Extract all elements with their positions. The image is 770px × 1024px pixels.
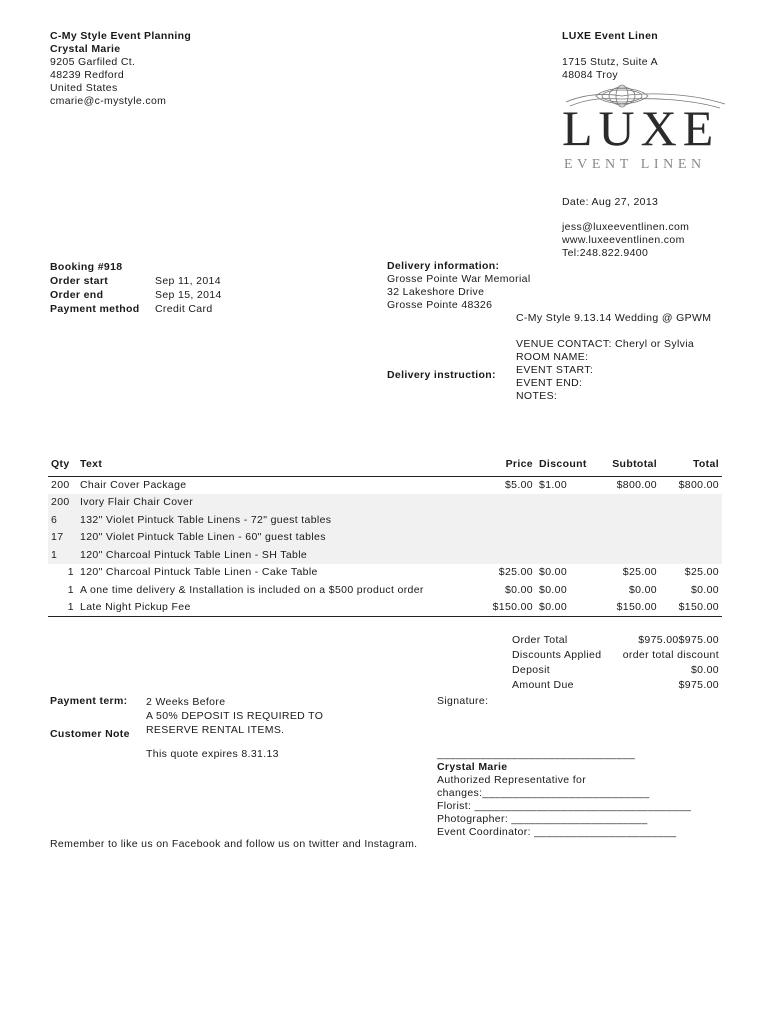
booking-value: Sep 15, 2014 xyxy=(155,289,222,301)
cell-text: 120" Violet Pintuck Table Linen - 60" guest tables xyxy=(77,529,488,547)
customer-note-label: Customer Note xyxy=(50,728,130,740)
cell-subtotal: $0.00 xyxy=(628,583,657,596)
booking-row xyxy=(50,274,222,288)
order-total-value: $975.00$975.00 xyxy=(638,634,719,646)
cell-price: $150.00 xyxy=(488,599,536,617)
sender-address-1: 9205 Garfiled Ct. xyxy=(50,56,136,68)
booking-label: Payment method xyxy=(50,303,140,315)
cell-qty: 1 xyxy=(67,566,74,579)
order-total-row xyxy=(512,633,719,648)
vendor-address-1: 1715 Stutz, Suite A xyxy=(562,56,658,68)
delivery-line: 32 Lakeshore Drive xyxy=(387,286,485,298)
booking-value: Credit Card xyxy=(155,303,213,315)
cell-discount: $0.00 xyxy=(536,599,596,617)
delivery-line: Grosse Pointe 48326 xyxy=(387,299,493,311)
signature-detail: Event Coordinator: _______________________ xyxy=(437,826,677,838)
vendor-website[interactable]: www.luxeeventlinen.com xyxy=(562,234,685,246)
cell-subtotal: $800.00 xyxy=(616,479,657,491)
footer-note: Remember to like us on Facebook and follow us on twitter and Instagram. xyxy=(50,838,418,850)
booking-value: Sep 11, 2014 xyxy=(155,275,221,287)
signer-name: Crystal Marie xyxy=(437,761,508,773)
cell-text: 132" Violet Pintuck Table Linens - 72" guest tables xyxy=(77,511,488,529)
cell-discount xyxy=(536,546,596,564)
cell-qty: 200 xyxy=(51,479,70,491)
cell-total: $0.00 xyxy=(690,583,719,596)
instruction-line: NOTES: xyxy=(516,390,558,402)
header-text: Text xyxy=(77,452,488,476)
table-header-row xyxy=(48,452,722,476)
signature-label: Signature: xyxy=(437,695,489,707)
sender-address-2: 48239 Redford xyxy=(50,69,125,81)
table-row xyxy=(48,581,722,599)
payment-term-line: 2 Weeks Before xyxy=(146,696,226,708)
delivery-instructions xyxy=(516,338,694,403)
quote-expiry: This quote expires 8.31.13 xyxy=(146,748,279,760)
payment-term xyxy=(146,695,323,737)
deposit-value: $0.00 xyxy=(690,664,719,676)
cell-total: $800.00 xyxy=(678,479,719,491)
cell-text: Chair Cover Package xyxy=(80,479,187,491)
header-total: Total xyxy=(660,452,722,476)
instruction-line: EVENT START: xyxy=(516,364,594,376)
table-row xyxy=(48,529,722,547)
cell-text: Late Night Pickup Fee xyxy=(77,599,488,617)
cell-total xyxy=(660,494,722,512)
cell-price xyxy=(488,494,536,512)
signature-detail: Authorized Representative for xyxy=(437,774,587,786)
booking-row xyxy=(50,302,222,316)
vendor-contact xyxy=(562,221,689,260)
deposit-row xyxy=(512,663,719,678)
payment-term-line: RESERVE RENTAL ITEMS. xyxy=(146,724,285,736)
payment-term-label: Payment term: xyxy=(50,695,128,707)
table-row xyxy=(48,511,722,529)
amount-due-label: Amount Due xyxy=(512,679,574,691)
cell-total xyxy=(660,511,722,529)
cell-total: $150.00 xyxy=(660,599,722,617)
signature-detail: changes:___________________________ xyxy=(437,787,650,799)
cell-total: $25.00 xyxy=(684,566,719,579)
cell-text: 120" Charcoal Pintuck Table Linen - SH Table xyxy=(77,546,488,564)
sender-name: Crystal Marie xyxy=(50,43,121,55)
luxe-logo xyxy=(560,82,730,174)
cell-qty: 6 xyxy=(48,511,77,529)
header-qty: Qty xyxy=(48,452,77,476)
deposit-label: Deposit xyxy=(512,664,551,676)
cell-text: A one time delivery & Installation is included on a $500 product order xyxy=(80,583,424,596)
booking-row xyxy=(50,288,222,302)
booking-label: Order end xyxy=(50,289,104,301)
booking-title: Booking #918 xyxy=(50,261,123,273)
cell-qty: 1 xyxy=(48,546,77,564)
vendor-address-2: 48084 Troy xyxy=(562,69,619,81)
signature-detail: Photographer: ______________________ xyxy=(437,813,648,825)
table-row xyxy=(48,476,722,494)
event-name: C-My Style 9.13.14 Wedding @ GPWM xyxy=(516,312,712,324)
table-row xyxy=(48,546,722,564)
instruction-line: VENUE CONTACT: Cheryl or Sylvia xyxy=(516,338,695,350)
instruction-line: EVENT END: xyxy=(516,377,583,389)
cell-qty: 1 xyxy=(67,583,74,596)
delivery-title: Delivery information: xyxy=(387,260,500,272)
cell-price: $0.00 xyxy=(504,583,533,596)
quote-date: Date: Aug 27, 2013 xyxy=(562,196,659,208)
signature-block xyxy=(437,748,691,839)
cell-price xyxy=(488,529,536,547)
discounts-label: Discounts Applied xyxy=(512,649,602,661)
cell-total xyxy=(660,529,722,547)
cell-subtotal: $25.00 xyxy=(622,566,657,579)
items-table xyxy=(48,452,722,617)
cell-discount: $1.00 xyxy=(539,479,568,491)
table-row xyxy=(48,564,722,582)
cell-price xyxy=(488,511,536,529)
logo-sub-text: EVENT LINEN xyxy=(564,157,706,172)
cell-discount xyxy=(536,494,596,512)
cell-subtotal xyxy=(596,546,660,564)
header-price: Price xyxy=(488,452,536,476)
totals-block xyxy=(512,633,719,693)
cell-subtotal: $150.00 xyxy=(596,599,660,617)
amount-due-row xyxy=(512,678,719,693)
instruction-line: ROOM NAME: xyxy=(516,351,589,363)
delivery-block xyxy=(387,260,531,312)
cell-discount xyxy=(536,511,596,529)
discounts-row xyxy=(512,648,719,663)
cell-subtotal xyxy=(596,511,660,529)
logo-main-text: LUXE xyxy=(562,100,720,156)
delivery-line: Grosse Pointe War Memorial xyxy=(387,273,531,285)
sender-email[interactable]: cmarie@c-mystyle.com xyxy=(50,95,167,107)
order-total-label: Order Total xyxy=(512,634,568,646)
cell-subtotal xyxy=(596,529,660,547)
table-row xyxy=(48,599,722,617)
signature-line[interactable]: ________________________________ xyxy=(437,748,636,760)
cell-text: 120" Charcoal Pintuck Table Linen - Cake Table xyxy=(80,566,318,579)
sender-country: United States xyxy=(50,82,118,94)
booking-label: Order start xyxy=(50,275,109,287)
amount-due-value: $975.00 xyxy=(678,679,719,691)
cell-price xyxy=(488,546,536,564)
cell-qty: 1 xyxy=(48,599,77,617)
cell-discount: $0.00 xyxy=(539,583,568,596)
discounts-value: order total discount xyxy=(622,649,719,661)
sender-company: C-My Style Event Planning xyxy=(50,30,192,42)
cell-qty: 200 xyxy=(48,494,77,512)
cell-total xyxy=(660,546,722,564)
cell-price: $5.00 xyxy=(504,479,533,491)
delivery-instruction-label: Delivery instruction: xyxy=(387,369,496,381)
cell-text: Ivory Flair Chair Cover xyxy=(77,494,488,512)
cell-discount xyxy=(536,529,596,547)
vendor-email[interactable]: jess@luxeeventlinen.com xyxy=(562,221,690,233)
header-discount: Discount xyxy=(536,452,596,476)
table-row xyxy=(48,494,722,512)
cell-discount: $0.00 xyxy=(539,566,568,579)
cell-price: $25.00 xyxy=(498,566,533,579)
vendor-block xyxy=(562,30,658,82)
signature-detail: Florist: ___________________________________ xyxy=(437,800,692,812)
sender-block xyxy=(50,30,191,108)
payment-term-line: A 50% DEPOSIT IS REQUIRED TO xyxy=(146,710,324,722)
vendor-tel: Tel:248.822.9400 xyxy=(562,247,649,259)
booking-block xyxy=(50,260,222,316)
cell-qty: 17 xyxy=(48,529,77,547)
header-subtotal: Subtotal xyxy=(596,452,660,476)
vendor-company: LUXE Event Linen xyxy=(562,30,659,42)
cell-subtotal xyxy=(596,494,660,512)
